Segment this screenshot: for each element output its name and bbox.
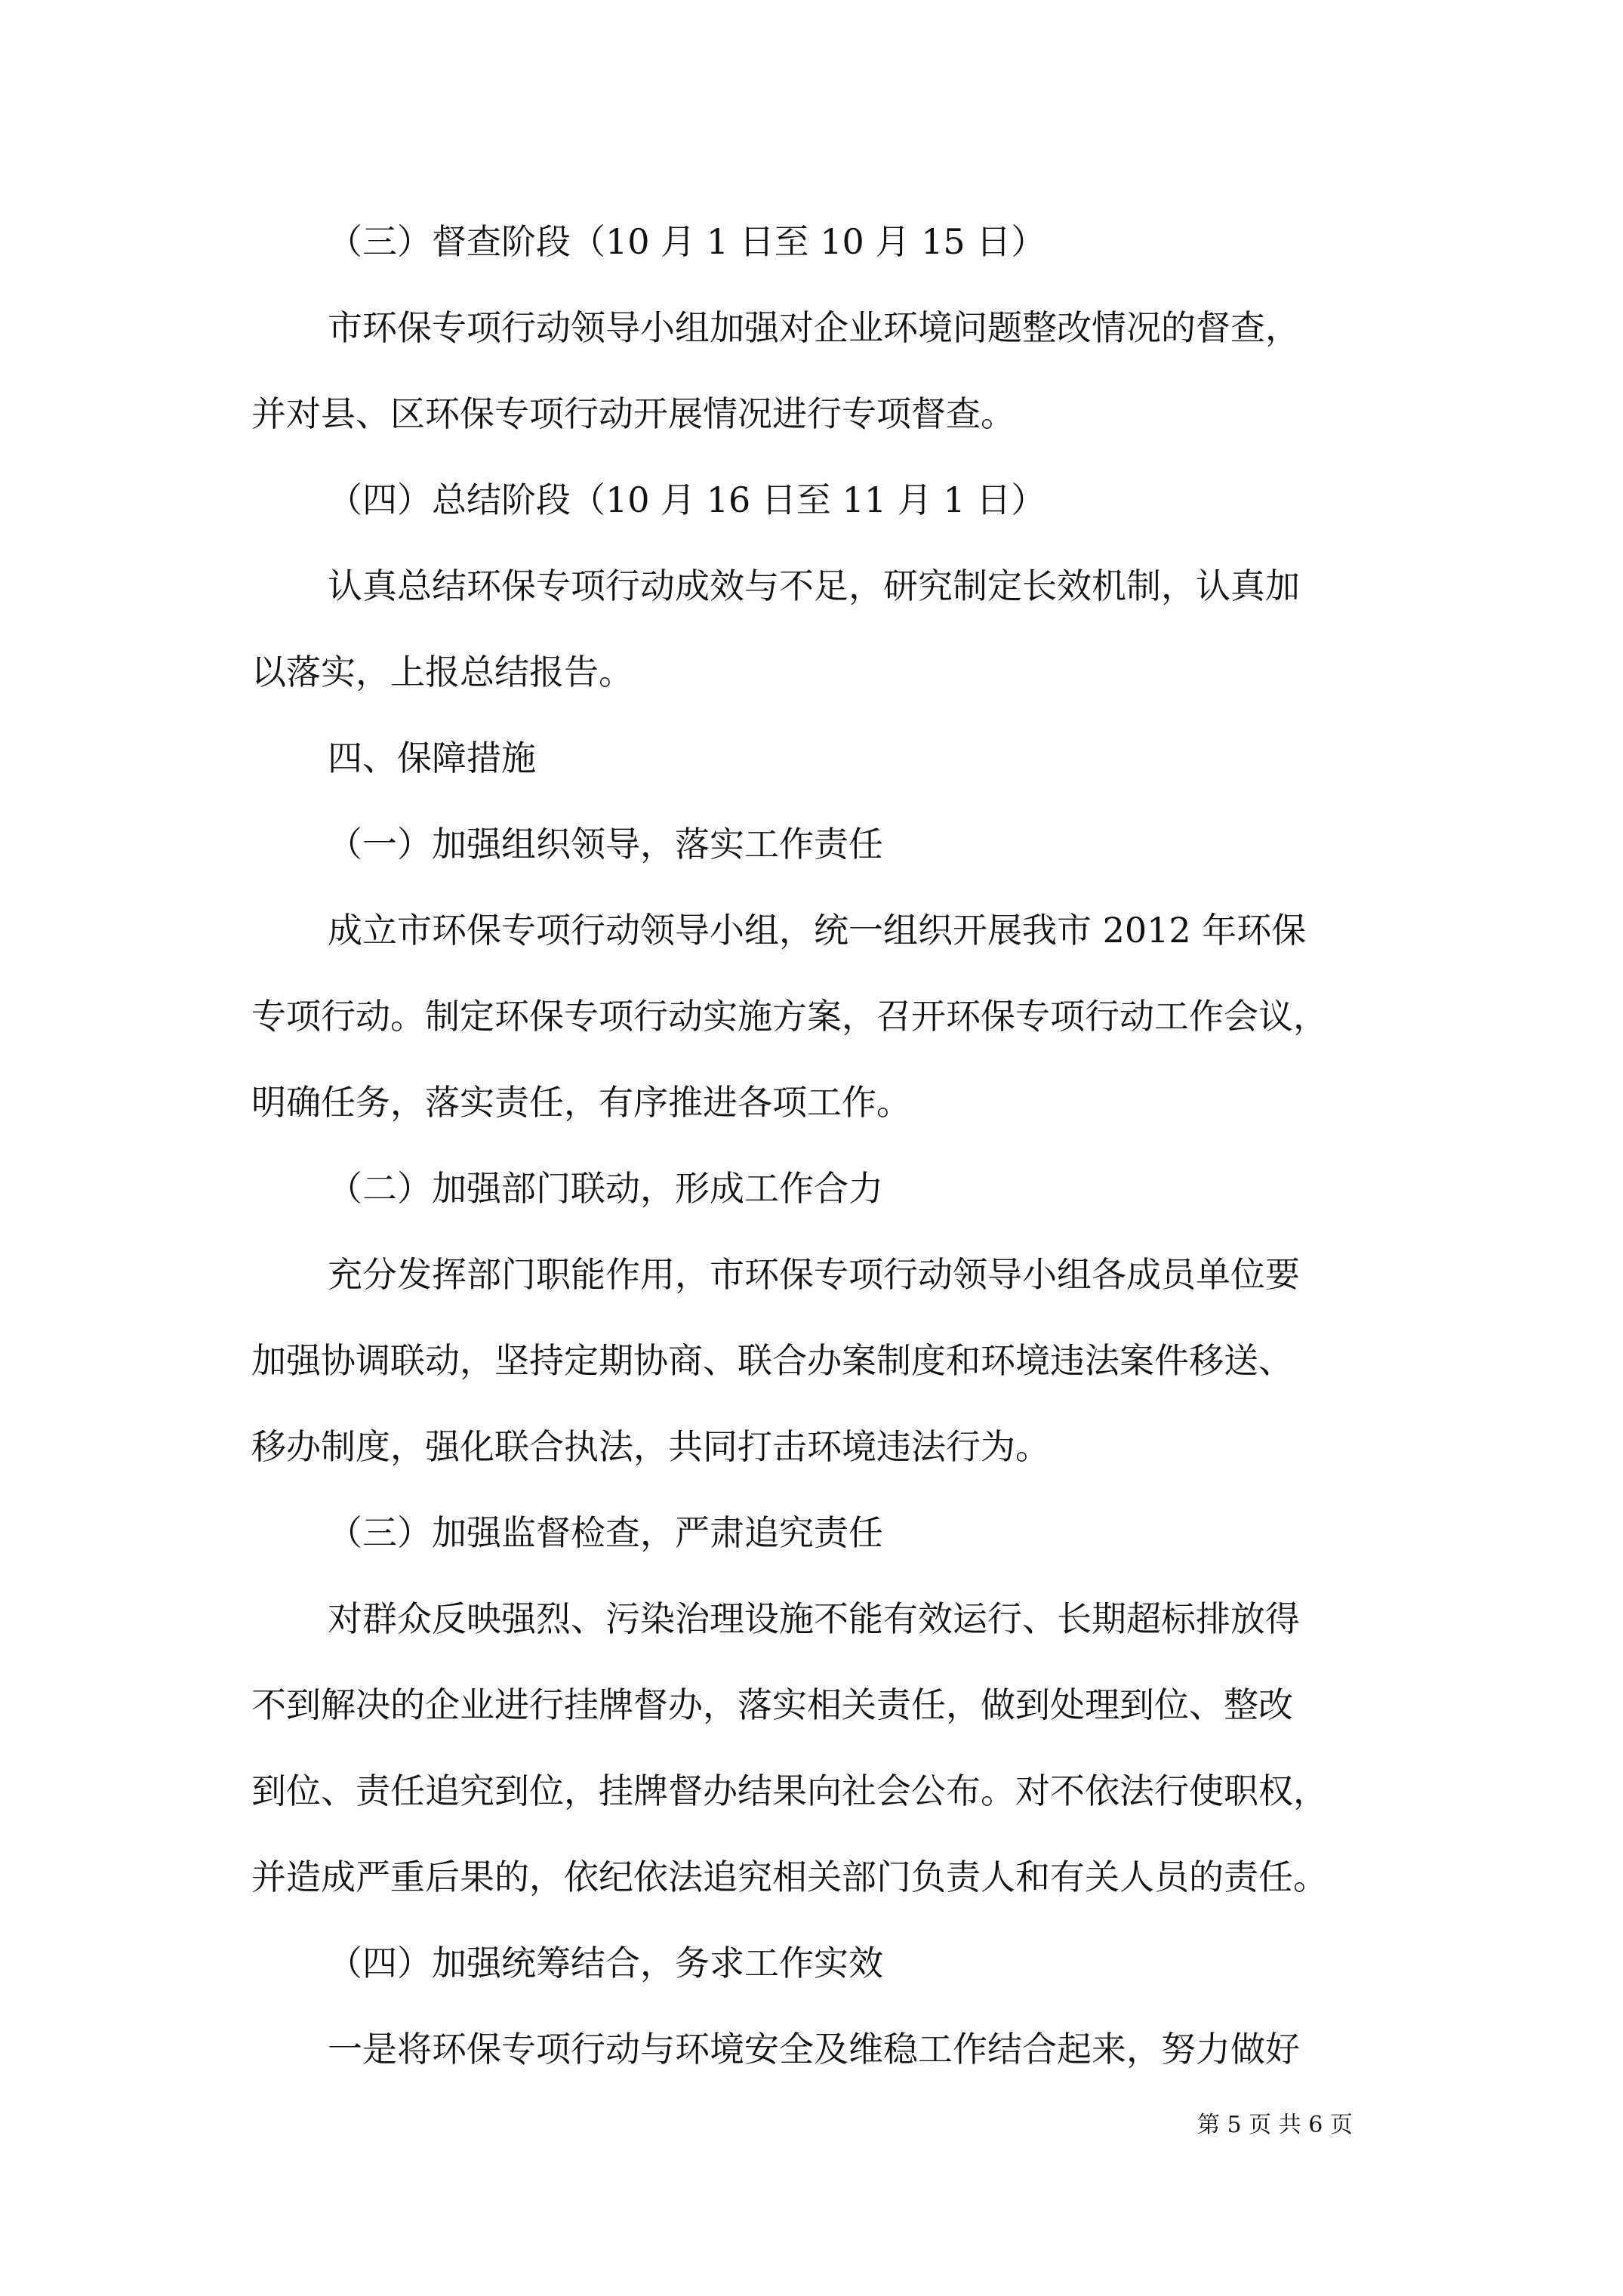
- paragraph-line: 以落实，上报总结报告。: [251, 652, 633, 692]
- page-number-footer: 第 5 页 共 6 页: [1197, 2112, 1353, 2138]
- subheading-organization: （一）加强组织领导，落实工作责任: [328, 824, 883, 864]
- paragraph-line: 移办制度，强化联合执法，共同打击环境违法行为。: [251, 1426, 1050, 1467]
- paragraph-line: 加强协调联动，坚持定期协商、联合办案制度和环境违法案件移送、: [251, 1340, 1293, 1381]
- paragraph-line: 认真总结环保专项行动成效与不足，研究制定长效机制，认真加: [328, 566, 1300, 606]
- subheading-inspection: （三）加强监督检查，严肃追究责任: [328, 1512, 883, 1553]
- paragraph-line: 明确任务，落实责任，有序推进各项工作。: [251, 1082, 911, 1123]
- paragraph-line: 充分发挥部门职能作用，市环保专项行动领导小组各成员单位要: [328, 1254, 1300, 1295]
- heading-summary-stage: （四）总结阶段（10 月 16 日至 11 月 1 日）: [328, 479, 1046, 520]
- section-heading-safeguards: 四、保障措施: [328, 738, 536, 778]
- paragraph-line: 市环保专项行动领导小组加强对企业环境问题整改情况的督查，: [328, 307, 1300, 348]
- subheading-integration: （四）加强统筹结合，务求工作实效: [328, 1943, 883, 1983]
- paragraph-line: 成立市环保专项行动领导小组，统一组织开展我市 2012 年环保: [328, 910, 1307, 951]
- paragraph-line: 并对县、区环保专项行动开展情况进行专项督查。: [251, 393, 1015, 434]
- paragraph-line: 一是将环保专项行动与环境安全及维稳工作结合起来，努力做好: [328, 2029, 1300, 2069]
- paragraph-line: 并造成严重后果的，依纪依法追究相关部门负责人和有关人员的责任。: [251, 1857, 1328, 1897]
- heading-supervision-stage: （三）督查阶段（10 月 1 日至 10 月 15 日）: [328, 221, 1046, 262]
- paragraph-line: 专项行动。制定环保专项行动实施方案，召开环保专项行动工作会议，: [251, 996, 1328, 1037]
- paragraph-line: 不到解决的企业进行挂牌督办，落实相关责任，做到处理到位、整改: [251, 1684, 1293, 1725]
- paragraph-line: 到位、责任追究到位，挂牌督办结果向社会公布。对不依法行使职权，: [251, 1771, 1328, 1811]
- paragraph-line: 对群众反映强烈、污染治理设施不能有效运行、长期超标排放得: [328, 1598, 1300, 1639]
- subheading-coordination: （二）加强部门联动，形成工作合力: [328, 1168, 883, 1209]
